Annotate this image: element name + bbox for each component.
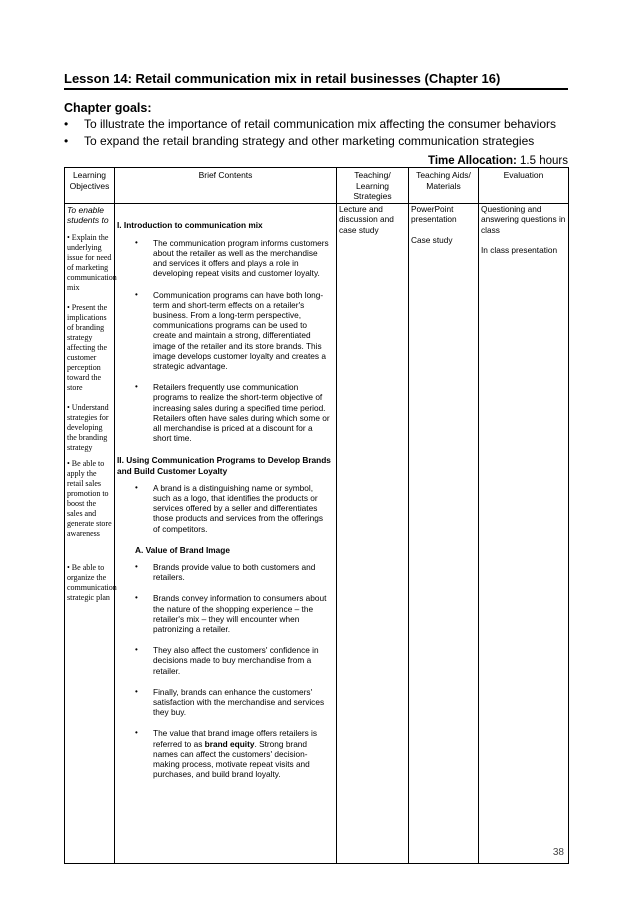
header-teaching-aids: Teaching Aids/ Materials (409, 168, 479, 204)
bullet-text: The value that brand image offers retailers is referred to as (153, 728, 318, 749)
objective-item: • Be able to organize the communication strategic plan (67, 562, 117, 602)
chapter-goal (64, 117, 556, 131)
objective-item: • Understand strategies for developing the branding strategy (67, 402, 109, 452)
content-bullet (135, 482, 332, 534)
bullet-glyph: • (135, 645, 138, 655)
content-bullet (135, 728, 332, 780)
table-row (65, 203, 569, 863)
bullet-text: Communication programs can have both long-term and short-term effects on a retailer's business. From a long-term perspective, communications programs can be used to create and maintain a strong, differentiated image of the retailer and its store brands. This image develops customer loyalty and creates a strategic advantage. (153, 289, 326, 371)
objectives-cell (65, 203, 115, 863)
content-bullet (135, 645, 332, 676)
content-bullet (135, 382, 332, 444)
objective-item: • Be able to apply the retail sales promotion to boost the sales and generate store awareness (67, 458, 112, 538)
goal-text: To expand the retail branding strategy and other marketing communication strategies (84, 134, 535, 148)
header-teaching-strategies: Teaching/ Learning Strategies (337, 168, 409, 204)
content-bullet (135, 289, 332, 372)
bullet-glyph: • (64, 117, 69, 131)
bullet-text: They also affect the customers' confidence in decisions made to buy merchandise from a retailer. (153, 645, 319, 676)
bullet-text: Brands provide value to both customers and retailers. (153, 561, 316, 583)
bullet-glyph: • (64, 134, 69, 148)
bullet-glyph: • (135, 382, 138, 392)
subsection-heading: A. Value of Brand Image (135, 544, 230, 555)
chapter-goals-heading: Chapter goals: (64, 101, 152, 115)
teaching-aid-item: Case study (411, 234, 453, 245)
objective-item: • Explain the underlying issue for need of marketing communication mix (67, 232, 117, 292)
bullet-glyph: • (135, 289, 138, 299)
page-number: 38 (552, 847, 564, 858)
bullet-glyph: • (135, 237, 138, 247)
teaching-strategy-text: Lecture and discussion and case study (339, 203, 394, 235)
bullet-text: . Strong brand names can affect the customers' decision-making process, motivate repeat visits and purchases, and build brand loyalty. (153, 738, 310, 780)
evaluation-item: Questioning and answering questions in class (481, 203, 566, 235)
content-bullet (135, 237, 332, 279)
teaching-strategies-cell (337, 203, 409, 863)
bullet-text: The communication program informs customers about the retailer as well as the merchandise and services it offers and plays a role in developing repeat visits and customer loyalty. (153, 237, 329, 279)
bullet-glyph: • (135, 561, 138, 571)
time-allocation-value: 1.5 hours (516, 155, 568, 167)
bullet-text: Retailers frequently use communication programs to realize the short-term objective of increasing sales during a specified time period. Retailers often have sales during which some or all merchandise is priced at a discount for a short time. (153, 382, 330, 444)
content-bullet (135, 561, 332, 583)
table-header-row (65, 168, 569, 204)
bullet-glyph: • (135, 728, 138, 738)
content-bullet (135, 686, 332, 718)
teaching-aid-item: PowerPoint presentation (411, 203, 457, 224)
time-allocation-label: Time Allocation: (428, 155, 517, 167)
teaching-aids-cell (409, 203, 479, 863)
lesson-title: Lesson 14: Retail communication mix in retail businesses (Chapter 16) (64, 71, 501, 86)
content-bullet (135, 593, 332, 634)
objective-item: • Present the implications of branding strategy affecting the customer perception toward the store (67, 302, 108, 392)
bullet-text: Brands convey information to consumers about the nature of the shopping experience – the retailer's mix – they will encounter when patronizing a retailer. (153, 593, 327, 634)
bullet-text: A brand is a distinguishing name or symbol, such as a logo, that identifies the products or services offered by a seller and differentiates those products and services from the offerings of competitors. (153, 482, 324, 534)
bullet-glyph: • (135, 686, 138, 696)
brief-contents-cell (115, 203, 337, 863)
section-heading: I. Introduction to communication mix (117, 219, 263, 230)
section-heading: II. Using Communication Programs to Develop Brands and Build Customer Loyalty (117, 455, 331, 476)
bullet-glyph: • (135, 593, 138, 603)
lesson-plan-table (64, 167, 569, 864)
evaluation-cell (479, 203, 569, 863)
bullet-text: Finally, brands can enhance the customers' satisfaction with the merchandise and services they buy. (153, 686, 325, 718)
title-rule (64, 88, 568, 90)
header-evaluation: Evaluation (479, 168, 569, 204)
header-learning-objectives: Learning Objectives (65, 168, 115, 204)
header-brief-contents: Brief Contents (115, 168, 337, 204)
brand-equity-term: brand equity (204, 738, 255, 749)
time-allocation (428, 155, 568, 167)
objectives-intro: To enable students to (67, 204, 109, 225)
chapter-goal (64, 134, 534, 148)
goal-text: To illustrate the importance of retail communication mix affecting the consumer behaviors (84, 117, 557, 131)
bullet-glyph: • (135, 482, 138, 492)
evaluation-item: In class presentation (481, 245, 558, 255)
